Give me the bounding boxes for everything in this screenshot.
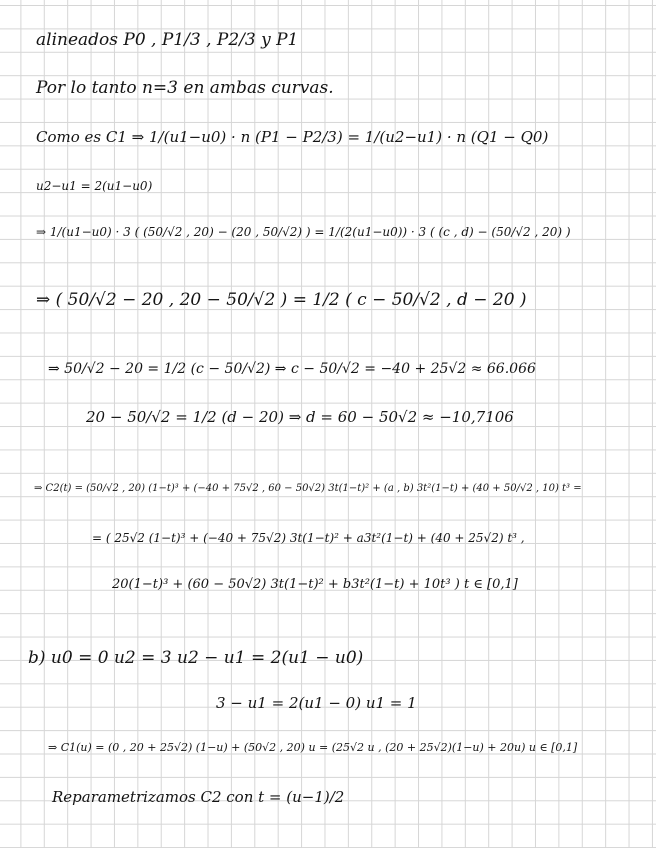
- line-4: u2−u1 = 2(u1−u0): [36, 179, 153, 193]
- line-10: = ( 25√2 (1−t)³ + (−40 + 75√2) 3t(1−t)² + a3t²(1−t) + (40 + 25√2) t³ ,: [92, 531, 525, 545]
- line-13: 3 − u1 = 2(u1 − 0) u1 = 1: [216, 694, 417, 712]
- line-1: alineados P0 , P1/3 , P2/3 y P1: [36, 30, 299, 50]
- line-5: ⇒ 1/(u1−u0) · 3 ( (50/√2 , 20) − (20 , 50/√2) ) = 1/(2(u1−u0)) · 3 ( (c , d) − (50/√2 , 20) ): [36, 225, 571, 239]
- line-12: b) u0 = 0 u2 = 3 u2 − u1 = 2(u1 − u0): [28, 648, 364, 668]
- line-2: Por lo tanto n=3 en ambas curvas.: [36, 78, 334, 98]
- line-3: Como es C1 ⇒ 1/(u1−u0) · n (P1 − P2/3) = 1/(u2−u1) · n (Q1 − Q0): [36, 128, 549, 146]
- line-14: ⇒ C1(u) = (0 , 20 + 25√2) (1−u) + (50√2 , 20) u = (25√2 u , (20 + 25√2)(1−u) + 20u) u ∈ [0,1]: [48, 741, 578, 754]
- line-7: ⇒ 50/√2 − 20 = 1/2 (c − 50/√2) ⇒ c − 50/√2 = −40 + 25√2 ≈ 66.066: [48, 361, 536, 377]
- line-8: 20 − 50/√2 = 1/2 (d − 20) ⇒ d = 60 − 50√2 ≈ −10,7106: [86, 408, 514, 426]
- line-15: Reparametrizamos C2 con t = (u−1)/2: [52, 788, 345, 806]
- line-11: 20(1−t)³ + (60 − 50√2) 3t(1−t)² + b3t²(1−t) + 10t³ ) t ∈ [0,1]: [112, 577, 518, 592]
- line-9: ⇒ C2(t) = (50/√2 , 20) (1−t)³ + (−40 + 75√2 , 60 − 50√2) 3t(1−t)² + (a , b) 3t²(1−t) + (40 + 50/√2 , 10) t³ =: [34, 483, 582, 494]
- line-6: ⇒ ( 50/√2 − 20 , 20 − 50/√2 ) = 1/2 ( c − 50/√2 , d − 20 ): [36, 290, 527, 310]
